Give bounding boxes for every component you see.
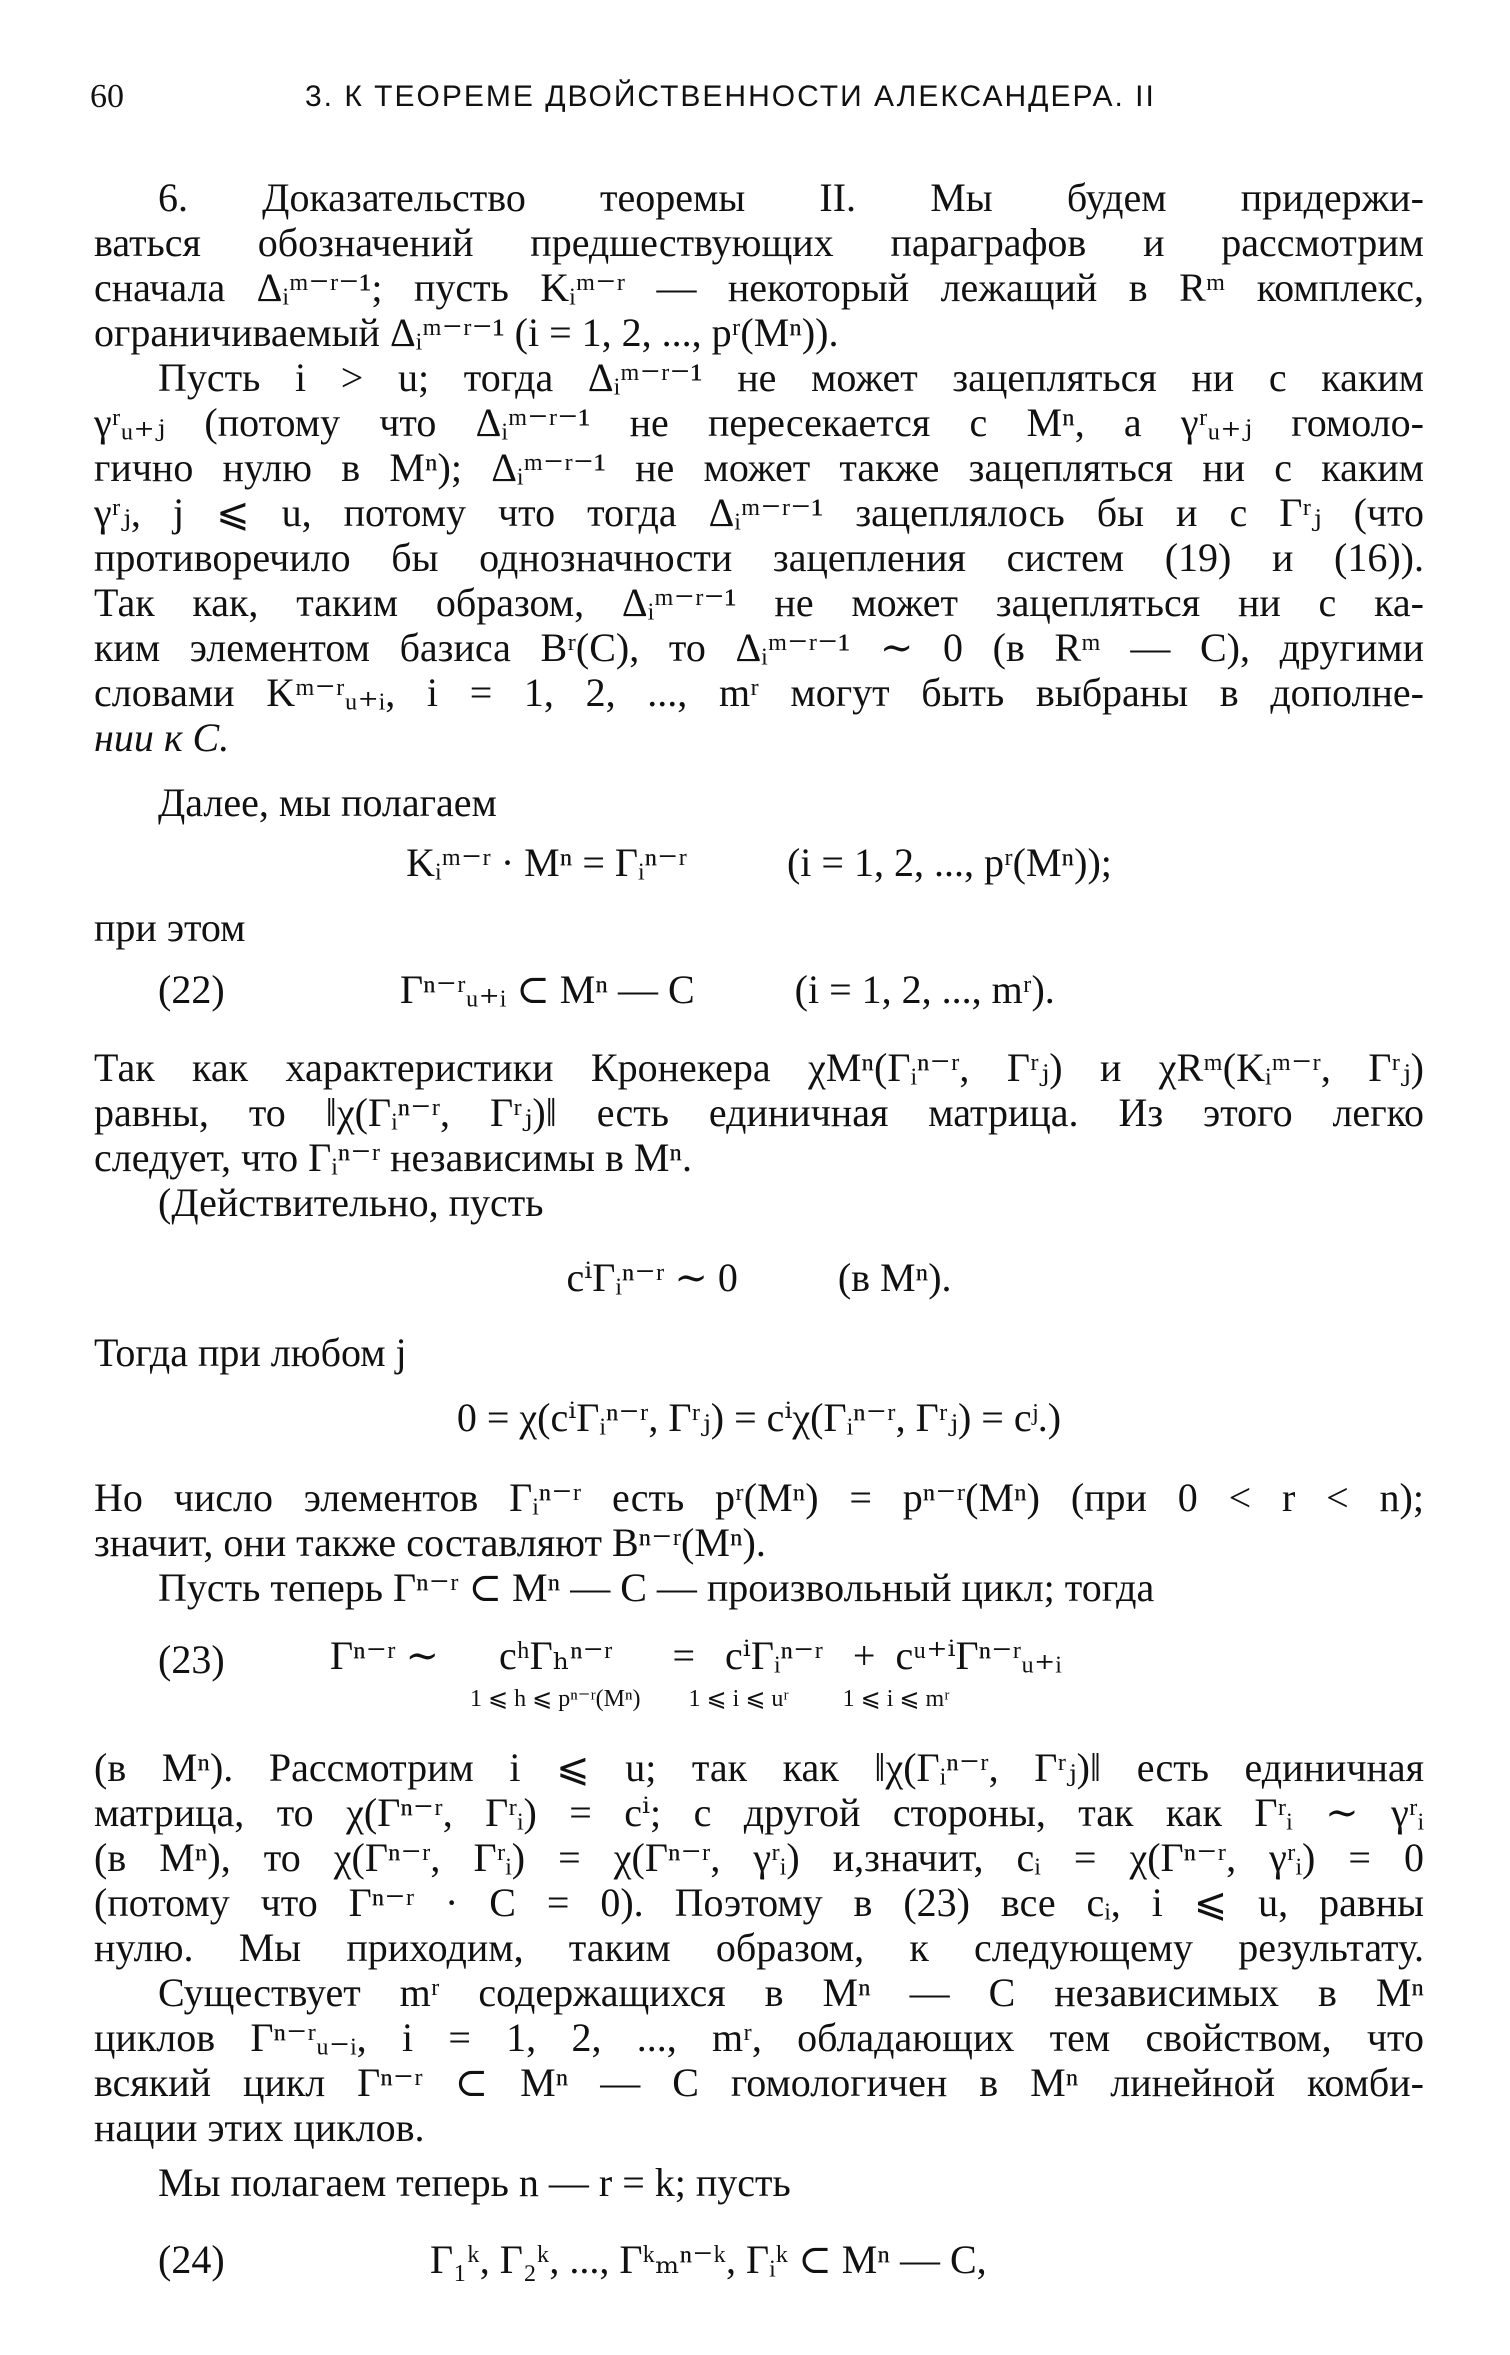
summation-limits: 1 ⩽ h ⩽ pⁿ⁻ʳ(Mⁿ) 1 ⩽ i ⩽ uʳ 1 ⩽ i ⩽ mʳ xyxy=(470,1686,950,1712)
text-line: Пусть теперь Γⁿ⁻ʳ ⊂ Mⁿ — C — произвольный цикл; тогда xyxy=(158,1565,1155,1610)
text-line: (потому что Γⁿ⁻ʳ · C = 0). Поэтому в (23) все cᵢ, i ⩽ u, равны xyxy=(94,1880,1424,1925)
text-line: γʳⱼ, j ⩽ u, потому что тогда Δᵢᵐ⁻ʳ⁻¹ зацеплялось бы и с Γʳⱼ (что xyxy=(94,490,1424,535)
equation-body: Γ₁ᵏ, Γ₂ᵏ, ..., Γᵏₘⁿ⁻ᵏ, Γᵢᵏ ⊂ Mⁿ — C, xyxy=(430,2237,987,2282)
text-line: Но число элементов Γᵢⁿ⁻ʳ есть pʳ(Mⁿ) = pⁿ⁻ʳ(Mⁿ) (при 0 < r < n); xyxy=(94,1475,1424,1520)
formula: Kᵢᵐ⁻ʳ · Mⁿ = Γᵢⁿ⁻ʳ (i = 1, 2, ..., pʳ(Mⁿ)); xyxy=(406,840,1112,885)
text-line: равны, то ‖χ(Γᵢⁿ⁻ʳ, Γʳⱼ)‖ есть единичная матрица. Из этого легко xyxy=(94,1090,1424,1135)
text-line: нации этих циклов. xyxy=(94,2105,425,2150)
text-line: противоречило бы однозначности зацепления систем (19) и (16)). xyxy=(94,535,1424,580)
text-line: ограничиваемый Δᵢᵐ⁻ʳ⁻¹ (i = 1, 2, ..., pʳ(Mⁿ)). xyxy=(94,310,839,355)
text-line: (Действительно, пусть xyxy=(158,1180,544,1225)
text-line: Существует mʳ содержащихся в Mⁿ — C независимых в Mⁿ xyxy=(158,1970,1424,2015)
text-line: словами Kᵐ⁻ʳᵤ₊ᵢ, i = 1, 2, ..., mʳ могут быть выбраны в дополне- xyxy=(94,670,1424,715)
text-line: (в Mⁿ). Рассмотрим i ⩽ u; так как ‖χ(Γᵢⁿ⁻ʳ, Γʳⱼ)‖ есть единичная xyxy=(94,1745,1424,1790)
text-line: γʳᵤ₊ⱼ (потому что Δᵢᵐ⁻ʳ⁻¹ не пересекается с Mⁿ, а γʳᵤ₊ⱼ гомоло- xyxy=(94,400,1424,445)
formula: cⁱΓᵢⁿ⁻ʳ ∼ 0 (в Mⁿ). xyxy=(566,1255,952,1300)
text-line: Пусть i > u; тогда Δᵢᵐ⁻ʳ⁻¹ не может зацепляться ни с каким xyxy=(158,355,1424,400)
text-line: Тогда при любом j xyxy=(94,1330,407,1375)
text-line: ваться обозначений предшествующих параграфов и рассмотрим xyxy=(94,220,1424,265)
text-line: при этом xyxy=(94,905,246,950)
equation-body: Γⁿ⁻ʳᵤ₊ᵢ ⊂ Mⁿ — C (i = 1, 2, ..., mʳ). xyxy=(400,967,1055,1012)
section-heading-line: 6. Доказательство теоремы II. Мы будем придержи- xyxy=(158,175,1424,220)
page-header xyxy=(90,78,1420,118)
equation-number: (23) xyxy=(158,1637,225,1682)
running-head: 3. К ТЕОРЕМЕ ДВОЙСТВЕННОСТИ АЛЕКСАНДЕРА. II xyxy=(305,80,1156,113)
text-line: всякий цикл Γⁿ⁻ʳ ⊂ Mⁿ — C гомологичен в Mⁿ линейной комби- xyxy=(94,2060,1424,2105)
text-line: нулю. Мы приходим, таким образом, к следующему результату. xyxy=(94,1925,1424,1970)
text-line: матрица, то χ(Γⁿ⁻ʳ, Γʳᵢ) = cⁱ; с другой стороны, так как Γʳᵢ ∼ γʳᵢ xyxy=(94,1790,1424,1835)
text-line: ким элементом базиса Bʳ(C), то Δᵢᵐ⁻ʳ⁻¹ ∼ 0 (в Rᵐ — C), другими xyxy=(94,625,1424,670)
equation-body: Γⁿ⁻ʳ ∼ cʰΓₕⁿ⁻ʳ = cⁱΓᵢⁿ⁻ʳ + cᵘ⁺ⁱΓⁿ⁻ʳᵤ₊ᵢ xyxy=(330,1633,1062,1678)
text-line: Далее, мы полагаем xyxy=(158,780,497,825)
text-line: (в Mⁿ), то χ(Γⁿ⁻ʳ, Γʳᵢ) = χ(Γⁿ⁻ʳ, γʳᵢ) и,значит, cᵢ = χ(Γⁿ⁻ʳ, γʳᵢ) = 0 xyxy=(94,1835,1424,1880)
formula: 0 = χ(cⁱΓᵢⁿ⁻ʳ, Γʳⱼ) = cⁱχ(Γᵢⁿ⁻ʳ, Γʳⱼ) = cʲ.) xyxy=(456,1395,1062,1440)
page-number: 60 xyxy=(90,78,124,115)
text-line: сначала Δᵢᵐ⁻ʳ⁻¹; пусть Kᵢᵐ⁻ʳ — некоторый лежащий в Rᵐ комплекс, xyxy=(94,265,1424,310)
text-line: следует, что Γᵢⁿ⁻ʳ независимы в Mⁿ. xyxy=(94,1135,693,1180)
text-line: нии к C. xyxy=(94,715,230,760)
equation-number: (22) xyxy=(158,967,225,1012)
text-line: Мы полагаем теперь n — r = k; пусть xyxy=(158,2160,791,2205)
text-line: циклов Γⁿ⁻ʳᵤ₋ᵢ, i = 1, 2, ..., mʳ, обладающих тем свойством, что xyxy=(94,2015,1424,2060)
text-line: значит, они также составляют Bⁿ⁻ʳ(Mⁿ). xyxy=(94,1520,766,1565)
equation-number: (24) xyxy=(158,2237,225,2282)
text-line: Так как, таким образом, Δᵢᵐ⁻ʳ⁻¹ не может зацепляться ни с ка- xyxy=(94,580,1424,625)
text-line: Так как характеристики Кронекера χMⁿ(Γᵢⁿ⁻ʳ, Γʳⱼ) и χRᵐ(Kᵢᵐ⁻ʳ, Γʳⱼ) xyxy=(94,1045,1424,1090)
text-line: гично нулю в Mⁿ); Δᵢᵐ⁻ʳ⁻¹ не может также зацепляться ни с каким xyxy=(94,445,1424,490)
